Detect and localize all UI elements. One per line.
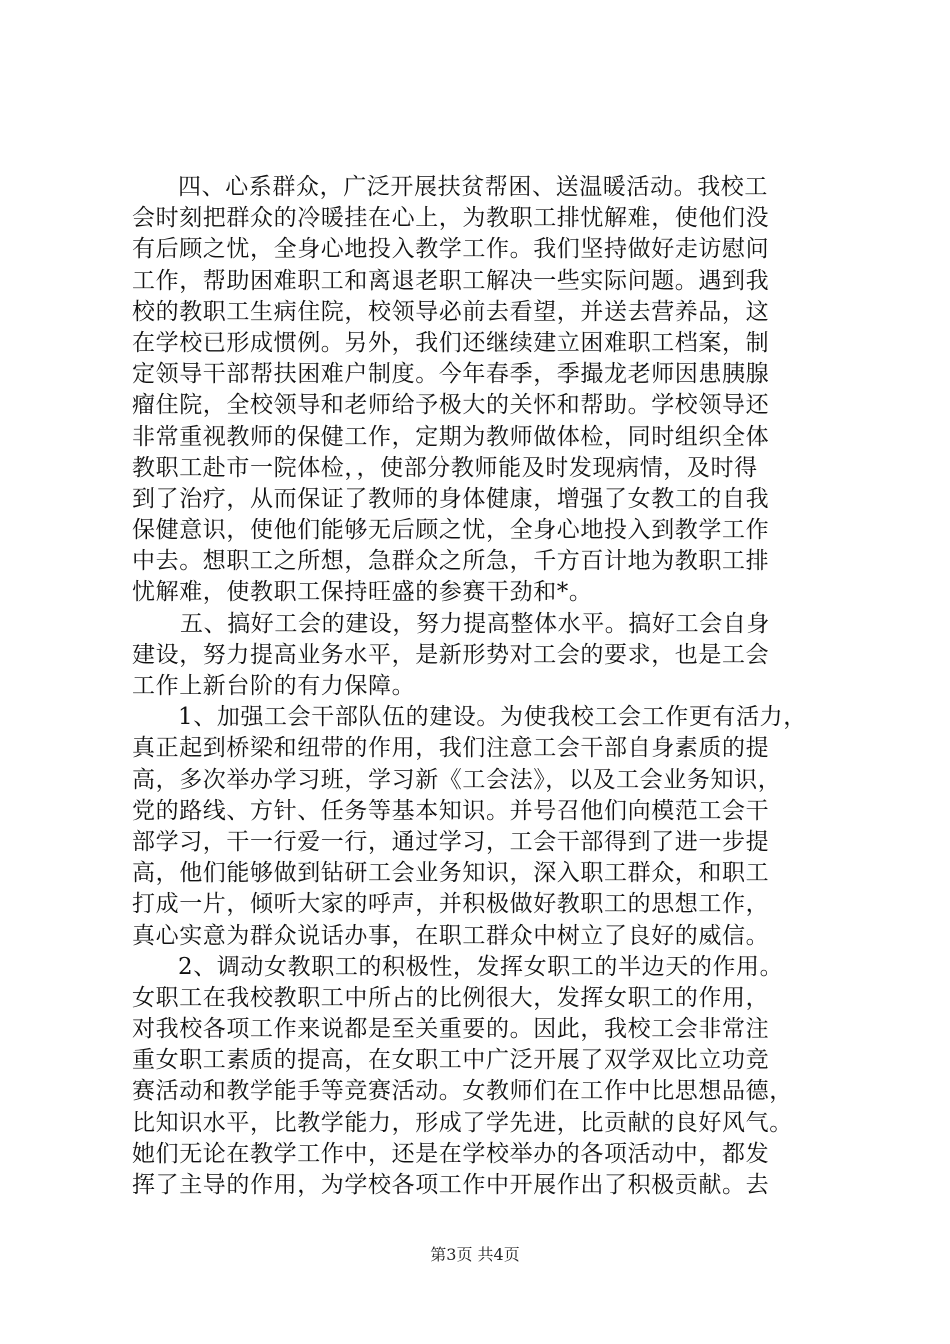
text-line: 五、搞好工会的建设，努力提高整体水平。搞好工会自身 bbox=[180, 610, 770, 637]
text-line: 工作，帮助困难职工和离退老职工解决一些实际问题。遇到我 bbox=[132, 267, 770, 294]
text-line: 真心实意为群众说话办事，在职工群众中树立了良好的威信。 bbox=[132, 922, 770, 949]
text-line: 比知识水平，比教学能力，形成了学先进，比贡献的良好风气。 bbox=[132, 1109, 793, 1136]
text-line: 保健意识，使他们能够无后顾之忧，全身心地投入到教学工作 bbox=[132, 517, 770, 544]
text-line: 重女职工素质的提高，在女职工中广泛开展了双学双比立功竞 bbox=[132, 1047, 770, 1074]
text-line: 1、加强工会干部队伍的建设。为使我校工会工作更有活力， bbox=[178, 704, 807, 731]
text-line: 四、心系群众，广泛开展扶贫帮困、送温暖活动。我校工 bbox=[178, 174, 768, 200]
text-line: 定领导干部帮扶困难户制度。今年春季，季撮龙老师因患胰腺 bbox=[132, 361, 770, 388]
text-line: 中去。想职工之所想，急群众之所急，千方百计地为教职工排 bbox=[132, 548, 770, 575]
text-line: 有后顾之忧，全身心地投入教学工作。我们坚持做好走访慰问 bbox=[132, 236, 770, 263]
text-line: 工作上新台阶的有力保障。 bbox=[132, 673, 416, 699]
text-line: 打成一片，倾听大家的呼声，并积极做好教职工的思想工作， bbox=[132, 891, 770, 918]
text-line: 高，他们能够做到钻研工会业务知识，深入职工群众，和职工 bbox=[132, 860, 770, 887]
text-line: 挥了主导的作用，为学校各项工作中开展作出了积极贡献。去 bbox=[132, 1172, 770, 1198]
text-line: 她们无论在教学工作中，还是在学校举办的各项活动中，都发 bbox=[132, 1140, 770, 1167]
text-line: 非常重视教师的保健工作，定期为教师做体检，同时组织全体 bbox=[132, 423, 770, 450]
text-line: 建设，努力提高业务水平，是新形势对工会的要求，也是工会 bbox=[132, 641, 770, 668]
text-line: 教职工赴市一院体检，，使部分教师能及时发现病情，及时得 bbox=[132, 454, 758, 481]
document-body bbox=[132, 172, 832, 1201]
text-line: 在学校已形成惯例。另外，我们还继续建立困难职工档案，制 bbox=[132, 329, 770, 356]
text-line: 瘤住院，全校领导和老师给予极大的关怀和帮助。学校领导还 bbox=[132, 392, 770, 419]
text-line: 对我校各项工作来说都是至关重要的。因此，我校工会非常注 bbox=[132, 1016, 770, 1043]
text-line: 部学习，干一行爱一行，通过学习，工会干部得到了进一步提 bbox=[132, 828, 770, 855]
text-line: 高，多次举办学习班，学习新《工会法》，以及工会业务知识， bbox=[132, 766, 782, 793]
text-line: 到了治疗，从而保证了教师的身体健康，增强了女教工的自我 bbox=[132, 485, 770, 512]
text-line: 赛活动和教学能手等竞赛活动。女教师们在工作中比思想品德， bbox=[132, 1078, 793, 1105]
text-line: 真正起到桥梁和纽带的作用，我们注意工会干部自身素质的提 bbox=[132, 735, 770, 762]
text-line: 2、调动女教职工的积极性，发挥女职工的半边天的作用。 bbox=[178, 953, 784, 980]
text-line: 会时刻把群众的冷暖挂在心上，为教职工排忧解难，使他们没 bbox=[132, 205, 770, 232]
text-line: 党的路线、方针、任务等基本知识。并号召他们向模范工会干 bbox=[132, 797, 770, 824]
page-footer: 第3页 共4页 bbox=[430, 1245, 520, 1264]
text-line: 忧解难，使教职工保持旺盛的参赛干劲和*。 bbox=[132, 579, 593, 606]
text-line: 女职工在我校教职工中所占的比例很大，发挥女职工的作用， bbox=[132, 984, 770, 1011]
text-line: 校的教职工生病住院，校领导必前去看望，并送去营养品，这 bbox=[132, 298, 770, 325]
